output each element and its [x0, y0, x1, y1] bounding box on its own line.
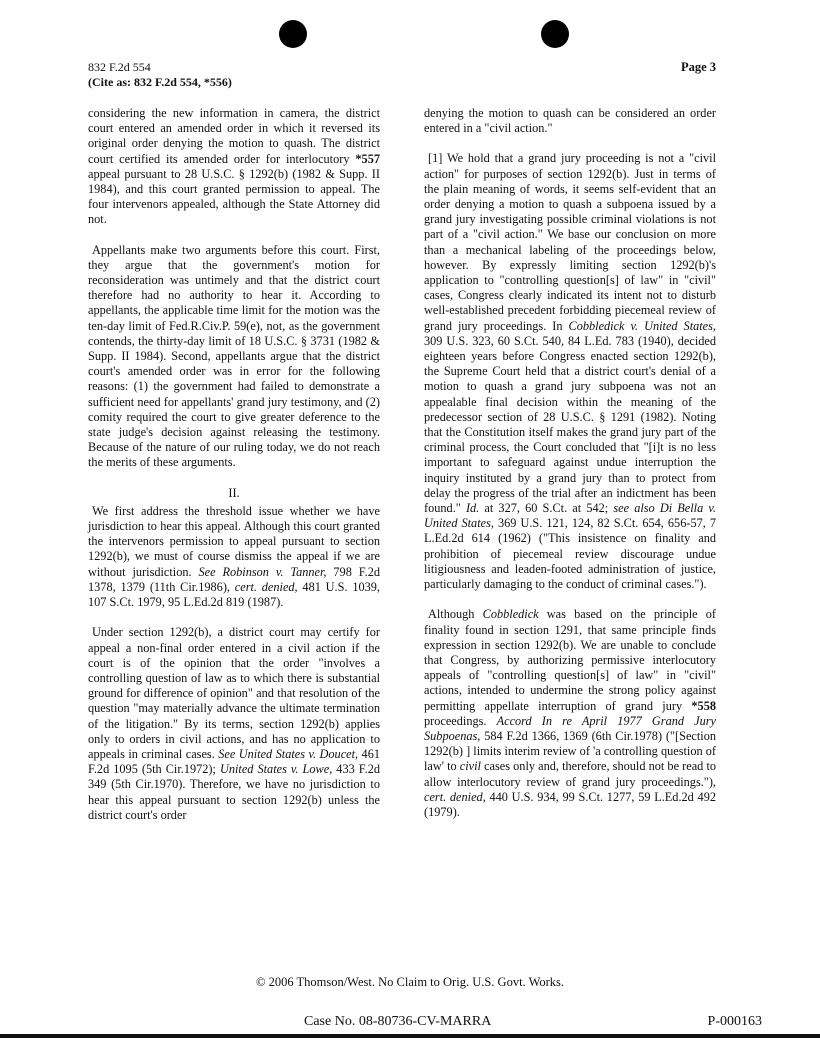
star-page-558: *558 — [691, 698, 716, 713]
left-paragraph-1: considering the new information in camera, the district court entered an amended order in which it reversed its original order denying the motion to quash. The district court certified its amended order for interlocutory *557 appeal pursuant to 28 U.S.C. § 1292(b) (1982 & Supp. II 1984), and this court granted permission to appeal. The four intervenors appealed, although the State Attorney did not. — [88, 106, 380, 227]
emphasis-civil: civil — [459, 759, 481, 774]
case-citation: See Robinson v. Tanner, — [198, 564, 327, 579]
case-citation: See United States v. Doucet, — [218, 746, 359, 761]
citation-reporter: 832 F.2d 554 — [88, 60, 151, 74]
right-paragraph-2: [1] We hold that a grand jury proceeding is not a "civil action" for purposes of section 1292(b). Just in terms of the plain meaning of words, it seems self-evident that an order denying a motion to quash a subpoena issued by a grand jury investigating possible criminal violations is not part of a "civil action." We base our conclusion on more than a mechanical labeling of the proceedings below, however. By expressly limiting section 1292(b)'s application to "controlling question[s] of law" in "civil" cases, Congress clearly indicated its intent not to disturb well-established precedent forbidding piecemeal review of grand jury proceedings. In Cobbledick v. United States, 309 U.S. 323, 60 S.Ct. 540, 84 L.Ed. 783 (1940), decided eighteen years before Congress enacted section 1292(b), the Supreme Court held that a district court's denial of a motion to quash a grand jury subpoena was not an appealable final decision within the meaning of the predecessor section of 28 U.S.C. § 1291 (1982). Noting that the Constitution itself makes the grand jury part of the criminal process, the Court concluded that "[i]t is no less important to safeguard against undue interruption the inquiry instituted by a grand jury than to protect from delay the progress of the trial after an indictment has been found." Id. at 327, 60 S.Ct. at 542; see also Di Bella v. United States, 369 U.S. 121, 124, 82 S.Ct. 654, 656-57, 7 L.Ed.2d 614 (1962) ("This insistence on finality and prohibition of piecemeal review discourage undue litigiousness and leaden-footed administration of justice, particularly damaging to the conduct of criminal cases."). — [424, 151, 716, 592]
citation-signal: cert. denied, — [424, 789, 486, 804]
case-citation: Accord In re April 1977 Grand Jury Subpoenas, — [424, 713, 717, 743]
left-paragraph-4: Under section 1292(b), a district court may certify for appeal a non-final order entered in a civil action if the court is of the opinion that the order "involves a controlling question of law as to which there is substantial ground for difference of opinion" and that resolution of the question "may materially advance the ultimate termination of the litigation." By its terms, section 1292(b) applies only to orders in civil actions, and has no application to appeals in criminal cases. See United States v. Doucet, 461 F.2d 1095 (5th Cir.1972); United States v. Lowe, 433 F.2d 349 (5th Cir.1970). Therefore, we have no jurisdiction to hear this appeal pursuant to section 1292(b) unless the district court's order — [88, 625, 381, 822]
left-column — [88, 106, 380, 838]
star-page-557: *557 — [355, 151, 380, 166]
copyright-notice: © 2006 Thomson/West. No Claim to Orig. U.S. Govt. Works. — [255, 975, 565, 989]
citation-signal: cert. denied, — [234, 579, 298, 594]
case-citation: see also Di Bella v. United States, — [424, 501, 716, 531]
punch-hole-right — [541, 20, 569, 48]
page-label: Page 3 — [680, 60, 716, 74]
case-citation: Cobbledick v. United States, — [568, 318, 716, 333]
punch-hole-left — [279, 20, 307, 48]
scan-edge-line — [0, 1034, 820, 1038]
case-name: Cobbledick — [482, 607, 539, 622]
section-heading: II. — [228, 485, 240, 500]
bates-number: P-000163 — [707, 1014, 762, 1029]
case-number: Case No. 08-80736-CV-MARRA — [304, 1014, 492, 1029]
left-paragraph-3: We first address the threshold issue whether we have jurisdiction to hear this appeal. Although this court granted the intervenors permission to appeal pursuant to section 1292(b), we must of course dismiss the appeal if we are without jurisdiction. See Robinson v. Tanner, 798 F.2d 1378, 1379 (11th Cir.1986), cert. denied, 481 U.S. 1039, 107 S.Ct. 1979, 95 L.Ed.2d 819 (1987). — [88, 503, 380, 610]
left-paragraph-2: Appellants make two arguments before this court. First, they argue that the government's motion for reconsideration was untimely and that the district court therefore had no authority to hear it. According to appellants, the applicable time limit for the motion was the ten-day limit of Fed.R.Civ.P. 59(e), not, as the government contends, the thirty-day limit of 18 U.S.C. § 3731 (1982 & Supp. II 1984). Second, appellants argue that the district court's amended order was in error for the following reasons: (1) the government had failed to demonstrate a sufficient need for appellants' grand jury testimony, and (2) comity required the court to give greater deference to the state judge's decision against releasing the testimony. Because of the nature of our ruling today, we do not reach the merits of these arguments. — [88, 242, 380, 470]
right-paragraph-3: Although Cobbledick was based on the principle of finality found in section 1291, that same principle finds expression in section 1292(b). We are unable to conclude that Congress, by authorizing permissive interlocutory appeals of "controlling question[s] of law" in "civil" actions, intended to undermine the strong policy against permitting appellate interruption of grand jury *558 proceedings. Accord In re April 1977 Grand Jury Subpoenas, 584 F.2d 1366, 1369 (6th Cir.1978) ("[Section 1292(b) ] limits interim review of 'a controlling question of law' to civil cases only and, therefore, should not be read to allow interlocutory review of grand jury proceedings."), cert. denied, 440 U.S. 934, 99 S.Ct. 1277, 59 L.Ed.2d 492 (1979). — [424, 607, 717, 819]
right-paragraph-1: denying the motion to quash can be considered an order entered in a "civil action." — [424, 106, 716, 136]
case-citation: United States v. Lowe, — [219, 762, 333, 777]
citation-cite-as: (Cite as: 832 F.2d 554, *556) — [88, 75, 232, 89]
right-column — [424, 106, 716, 835]
bates-footer — [0, 1014, 820, 1044]
citation-signal: Id. — [465, 501, 480, 516]
citation-header — [88, 60, 232, 90]
